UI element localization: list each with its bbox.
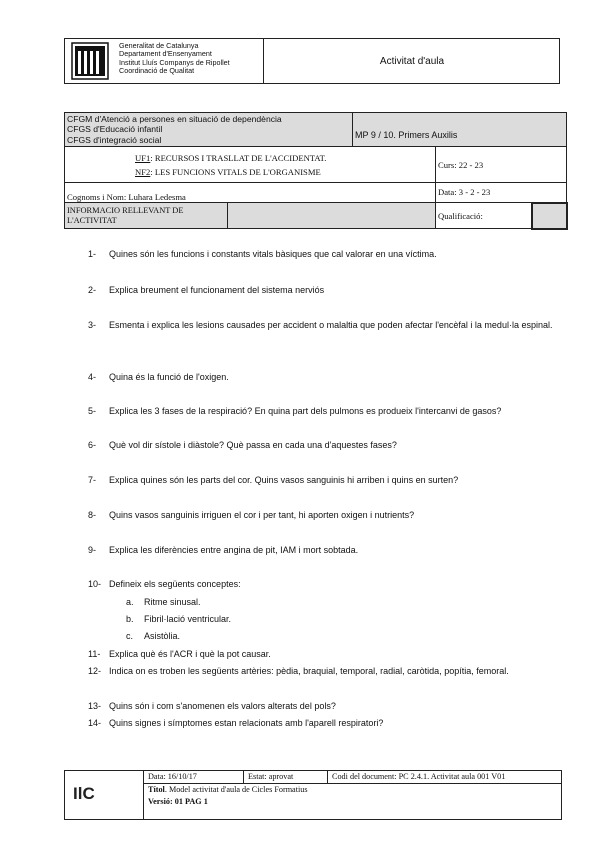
footer-title: Títol. Model activitat d'aula de Cicles Formatius (148, 785, 308, 794)
question-10: 10- Defineix els següents conceptes: (88, 579, 241, 589)
footer-date: Data: 16/10/17 (148, 772, 197, 781)
cycle-line: CFGS d'Educació infantil (67, 124, 163, 135)
concept-c: c. Asistòlia. (126, 631, 181, 641)
units-row (65, 147, 567, 183)
org-line: Generalitat de Catalunya (119, 41, 199, 50)
question-4: 4- Quina és la funció de l'oxigen. (88, 372, 229, 382)
document-header (64, 38, 560, 84)
question-5: 5- Explica les 3 fases de la respiració? En quina part dels pulmons es produeix l'intercanvi de gasos? (88, 406, 502, 416)
generalitat-logo (71, 42, 109, 80)
cycles-row (65, 113, 567, 147)
question-1: 1- Quines són les funcions i constants vitals bàsiques que cal valorar en una víctima. (88, 249, 437, 259)
footer-divider (327, 771, 328, 783)
relevant-info-value (228, 203, 436, 229)
student-row (65, 183, 567, 203)
units-cell (65, 147, 436, 183)
student-cell: Cognoms i Nom: Luhara Ledesma (65, 183, 436, 203)
question-14: 14- Quins signes i símptomes estan relacionats amb l'aparell respiratori? (88, 718, 384, 728)
uf-label: UF1 (135, 152, 151, 163)
footer-status: Estat: aprovat (248, 772, 294, 781)
nf-line (135, 165, 433, 179)
nf-label: NF2 (135, 166, 151, 177)
uf-text: : RECURSOS I TRASLLAT DE L'ACCIDENTAT. (150, 152, 327, 163)
question-11: 11- Explica què és l'ACR i què la pot causar. (88, 649, 271, 659)
document-title: Activitat d'aula (379, 55, 445, 67)
footer-divider (143, 771, 144, 819)
question-8: 8- Quins vasos sanguinis irriguen el cor i per tant, hi aporten oxigen i nutrients? (88, 510, 415, 520)
org-line: Coordinació de Qualitat (119, 66, 195, 76)
course-cell: Curs: 22 - 23 (436, 147, 567, 183)
grade-label: Qualificació: (436, 203, 532, 229)
question-7: 7- Explica quines són les parts del cor. Quins vasos sanguinis hi arriben i quins en surten? (88, 475, 459, 485)
institute-logo: IlC (73, 784, 95, 803)
question-6: 6- Què vol dir sístole i diàstole? Què passa en cada una d'aquestes fases? (88, 440, 397, 450)
document-footer (64, 770, 562, 820)
question-9: 9- Explica les diferències entre angina de pit, IAM i mort sobtada. (88, 545, 359, 555)
cycles-cell (65, 113, 353, 147)
concept-b: b. Fibril·lació ventricular. (126, 614, 232, 624)
question-12: 12- Indica on es troben les següents artèries: pèdia, braquial, temporal, radial, caròtida, popítia, femoral. (88, 666, 509, 676)
organization-lines (119, 42, 230, 76)
grade-value[interactable] (532, 203, 567, 229)
org-line: Departament d'Ensenyament (119, 49, 212, 59)
question-13: 13- Quins són i com s'anomenen els valors alterats del pols? (88, 701, 336, 711)
cycle-line: CFGS d'integració social (67, 134, 162, 145)
relevant-info-cell: INFORMACIO RELLEVANT DE L'ACTIVITAT (65, 203, 228, 229)
activity-info-table (64, 112, 568, 230)
module-cell: MP 9 / 10. Primers Auxilis (353, 113, 567, 147)
question-2: 2- Explica breument el funcionament del sistema nerviós (88, 285, 325, 295)
concept-a: a. Ritme sinusal. (126, 597, 201, 607)
footer-version: Versió: 01 PAG 1 (148, 797, 208, 806)
question-3: 3- Esmenta i explica les lesions causades per accident o malaltia que poden afectar l'encèfal i la medul·la espinal. (88, 320, 553, 330)
date-cell: Data: 3 - 2 - 23 (436, 183, 567, 203)
footer-divider (243, 771, 244, 783)
grade-row (65, 203, 567, 229)
footer-doc-code: Codi del document: PC 2.4.1. Activitat aula 001 V01 (332, 772, 506, 781)
cycle-line: CFGM d'Atenció a persones en situació de dependència (67, 113, 282, 124)
uf-line (135, 151, 433, 165)
org-line: Institut Lluís Companys de Ripollet (119, 57, 230, 67)
nf-text: : LES FUNCIONS VITALS DE L'ORGANISME (150, 166, 321, 177)
